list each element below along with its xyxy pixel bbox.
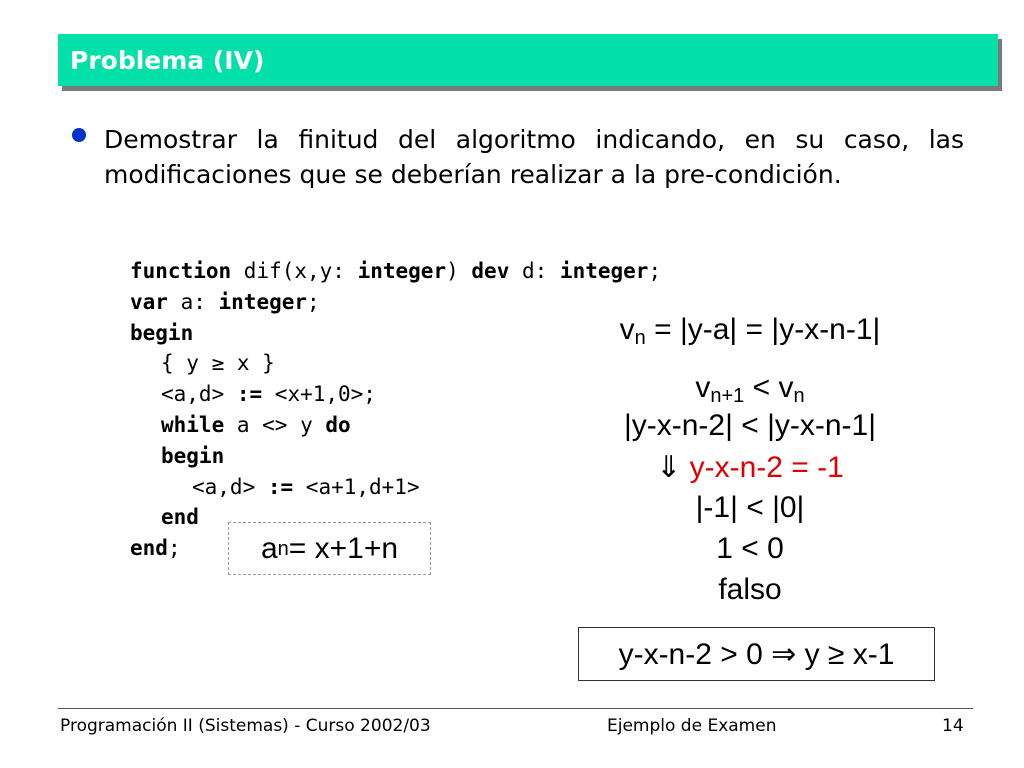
conclusion-box: y-x-n-2 > 0 ⇒ y ≥ x-1	[578, 627, 935, 681]
bullet-icon	[72, 128, 86, 142]
code-keyword: integer	[357, 259, 447, 283]
code-keyword: :=	[236, 382, 263, 407]
code-text: ;	[167, 536, 181, 561]
page-number: 14	[942, 716, 964, 736]
code-text: )	[446, 259, 472, 283]
code-keyword: begin	[161, 443, 225, 468]
math-line-abs: |-1| < |0|	[695, 491, 805, 524]
footer-course: Programación II (Sistemas) - Curso 2002/03	[60, 716, 431, 736]
math-line-false: falso	[718, 573, 782, 606]
formula-base: v	[695, 371, 711, 404]
sequence-definition-box: a n = x+1+n	[228, 522, 431, 575]
code-text: d:	[509, 259, 560, 283]
formula-rest: = |y-a| = |y-x-n-1|	[645, 313, 881, 346]
code-text: <a,d>	[192, 474, 268, 499]
code-keyword: :=	[267, 474, 294, 499]
code-text: { y ≥ x }	[161, 351, 275, 376]
math-line-implication	[550, 448, 950, 488]
footer-title: Ejemplo de Examen	[607, 716, 777, 736]
code-keyword: while	[161, 412, 225, 437]
formula-rest: < v	[744, 371, 794, 404]
code-keyword: begin	[130, 320, 194, 345]
code-keyword: function	[130, 259, 232, 283]
code-text: <a,d>	[161, 382, 237, 407]
code-text: ;	[648, 259, 662, 283]
code-text: <a+1,d+1>	[293, 474, 420, 499]
math-line-decrease	[550, 368, 950, 408]
code-text: a:	[167, 289, 219, 314]
formula-subscript: n+1	[710, 385, 745, 407]
code-keyword: integer	[559, 259, 649, 283]
formula-subscript: n	[793, 385, 805, 407]
title-bar	[58, 34, 998, 86]
code-text: a <> y	[224, 412, 326, 437]
math-line-variant	[550, 310, 950, 350]
math-line-inequality: |y-x-n-2| < |y-x-n-1|	[623, 409, 877, 442]
code-text: dif(x,y:	[231, 259, 358, 283]
code-keyword: end	[130, 536, 168, 561]
math-line-compare: 1 < 0	[716, 532, 784, 565]
formula-rest: = x+1+n	[288, 531, 399, 565]
formula-base: a	[260, 531, 278, 565]
highlighted-formula: y-x-n-2 = -1	[681, 451, 844, 484]
code-text: <x+1,0>;	[262, 382, 376, 407]
bullet-text: Demostrar la finitud del algoritmo indicando, en su caso, las modificaciones que se deberían realizar a la pre-condición.	[104, 125, 964, 189]
formula-subscript: n	[634, 327, 646, 349]
footer-divider	[58, 708, 973, 709]
formula-base: v	[619, 313, 635, 346]
down-arrow-icon: ⇓	[656, 451, 682, 484]
code-keyword: do	[325, 412, 351, 437]
code-keyword: end	[161, 505, 199, 530]
code-line	[130, 256, 661, 287]
code-keyword: integer	[218, 289, 308, 314]
code-keyword: var	[130, 289, 168, 314]
slide-title: Problema (IV)	[70, 45, 265, 75]
code-text: ;	[307, 289, 320, 314]
code-keyword: dev	[471, 259, 510, 283]
